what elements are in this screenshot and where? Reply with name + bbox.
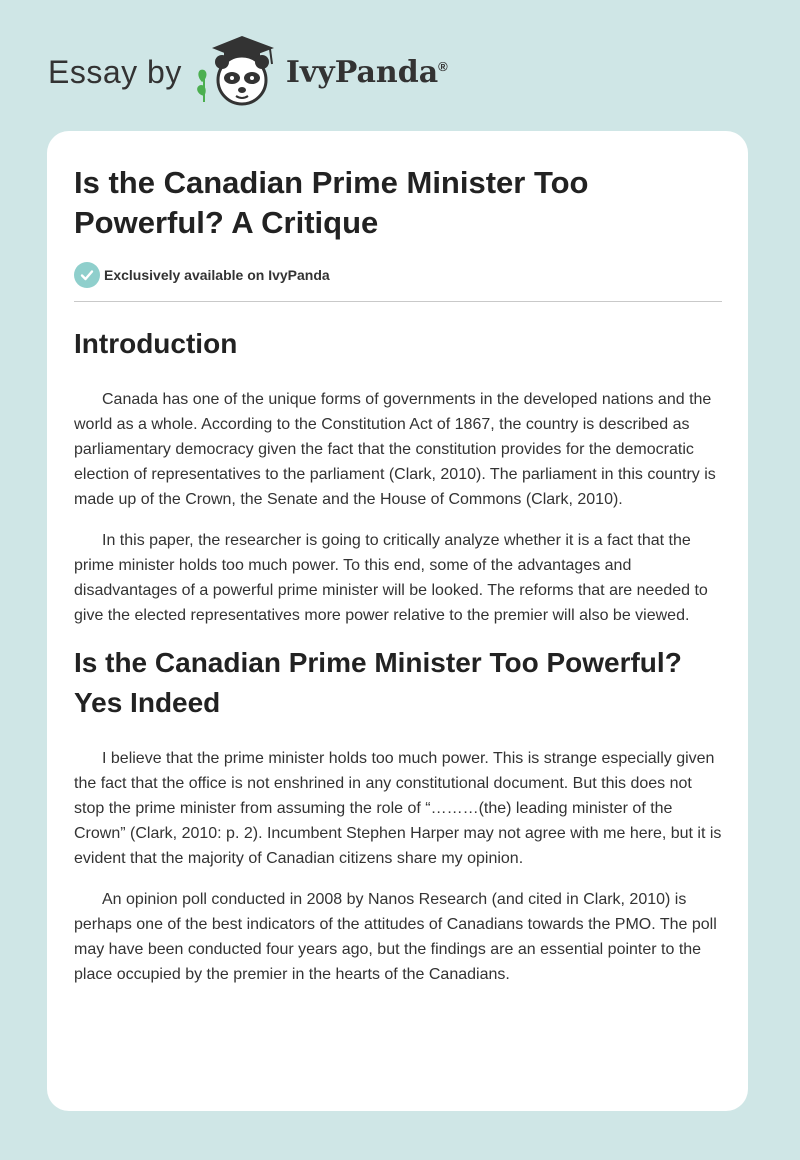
exclusive-label: Exclusively available on IvyPanda xyxy=(104,267,330,283)
paragraph: In this paper, the researcher is going to critically analyze whether it is a fact that the prime minister holds too much power. To this end, some of the advantages and disadvantages of a powerful prime minister will be looked. The reforms that are needed to give the elected representatives more power relative to the premier will also be viewed. xyxy=(74,532,708,624)
paragraph: An opinion poll conducted in 2008 by Nanos Research (and cited in Clark, 2010) is perhaps one of the best indicators of the attitudes of Canadians towards the PMO. The poll may have been conducted four years ago, but the findings are an essential pointer to the place occupied by the premier in the hearts of the Canadians. xyxy=(74,891,717,983)
brand-name: IvyPanda® xyxy=(285,54,448,90)
section-introduction xyxy=(74,324,722,628)
essay-card xyxy=(47,131,748,1111)
section-heading: Is the Canadian Prime Minister Too Powerful? Yes Indeed xyxy=(74,647,682,718)
title-divider xyxy=(74,301,722,302)
exclusive-badge xyxy=(74,262,722,288)
section-too-powerful xyxy=(74,643,722,987)
essay-by-label: Essay by xyxy=(48,53,182,90)
check-circle-icon xyxy=(74,262,100,288)
brand-header xyxy=(48,32,448,112)
page-title: Is the Canadian Prime Minister Too Powerful? A Critique xyxy=(74,165,589,240)
paragraph: I believe that the prime minister holds too much power. This is strange especially given the fact that the office is not enshrined in any constitutional document. But this does not stop the prime minister from assuming the role of “………(the) leading minister of the Crown” (Clark, 2010: p. 2). Incumbent Stephen Harper may not agree with me here, but it is evident that the majority of Canadian citizens share my opinion. xyxy=(74,750,722,867)
panda-logo-icon xyxy=(192,32,284,112)
section-heading: Introduction xyxy=(74,328,238,359)
paragraph: Canada has one of the unique forms of governments in the developed nations and the world as a whole. According to the Constitution Act of 1867, the country is described as parliamentary democracy given the fact that the constitution provides for the democratic election of representatives to the parliament (Clark, 2010). The parliament in this country is made up of the Crown, the Senate and the House of Commons (Clark, 2010). xyxy=(74,391,716,508)
